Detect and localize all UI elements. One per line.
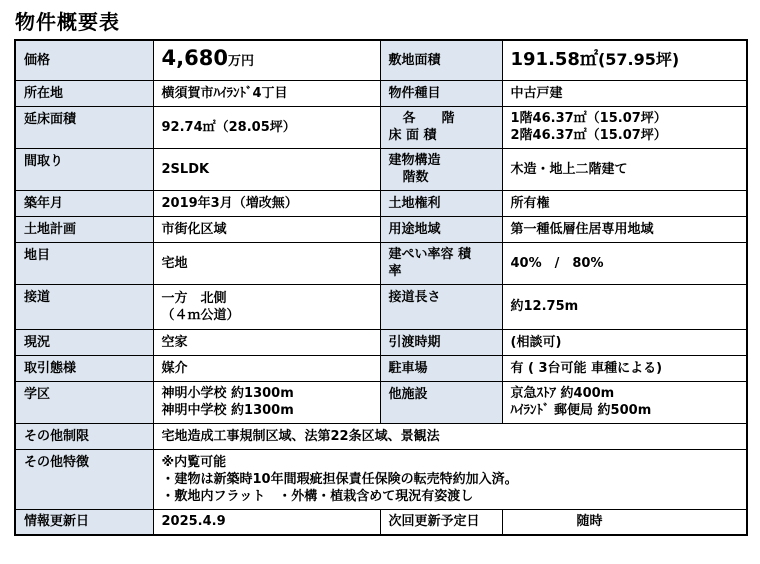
row-zoning	[15, 216, 747, 242]
location-value: 横須賀市ﾊｲﾗﾝﾄﾞ4丁目	[153, 80, 380, 106]
property-type-value: 中古戸建	[502, 80, 747, 106]
row-layout	[15, 148, 747, 190]
road-access-direction: 一方 北側	[161, 290, 227, 306]
structure-value: 木造・地上二階建て	[502, 148, 747, 190]
other-facilities-value	[502, 381, 747, 423]
current-status-value: 空家	[153, 329, 380, 355]
frontage-label: 接道長さ	[380, 284, 502, 329]
elementary-school: 神明小学校 約1300m	[161, 386, 294, 401]
road-access-type: （４ｍ公道）	[161, 307, 240, 323]
land-area-tsubo: (57.95坪)	[597, 49, 680, 69]
row-built	[15, 190, 747, 216]
other-restrictions-value: 宅地造成工事規制区域、法第22条区域、景観法	[153, 423, 747, 449]
land-area-value	[502, 40, 747, 80]
land-plan-value: 市街化区域	[153, 216, 380, 242]
facility-post-office: ﾊｲﾗﾝﾄﾞ 郵便局 約500m	[510, 403, 652, 418]
structure-label-line1: 建物構造	[388, 153, 441, 168]
land-category-value: 宅地	[153, 242, 380, 284]
other-features-label: その他特徴	[15, 449, 153, 509]
price-value	[153, 40, 380, 80]
structure-label	[380, 148, 502, 190]
road-access-value	[153, 284, 380, 329]
other-facilities-label: 他施設	[380, 381, 502, 423]
row-school	[15, 381, 747, 423]
price-unit: 万円	[227, 54, 254, 70]
handover-label: 引渡時期	[380, 329, 502, 355]
row-restrictions	[15, 423, 747, 449]
coverage-ratio-label	[380, 242, 502, 284]
per-floor-area-label	[380, 106, 502, 148]
use-district-label: 用途地域	[380, 216, 502, 242]
built-date-value: 2019年3月（増改無）	[153, 190, 380, 216]
built-date-label: 築年月	[15, 190, 153, 216]
land-rights-label: 土地権利	[380, 190, 502, 216]
total-floor-area-value: 92.74㎡（28.05坪）	[153, 106, 380, 148]
current-status-label: 現況	[15, 329, 153, 355]
feature-viewing: ※内覧可能	[161, 454, 227, 470]
first-floor-area: 1階46.37㎡（15.07坪）	[510, 111, 667, 126]
other-restrictions-label: その他制限	[15, 423, 153, 449]
structure-label-line2: 階数	[402, 170, 429, 185]
row-transaction	[15, 355, 747, 381]
frontage-value: 約12.75m	[502, 284, 747, 329]
next-update-value: 随時	[502, 509, 747, 535]
row-status	[15, 329, 747, 355]
transaction-type-label: 取引態様	[15, 355, 153, 381]
row-floor-area	[15, 106, 747, 148]
row-price	[15, 40, 747, 80]
total-floor-area-label: 延床面積	[15, 106, 153, 148]
junior-high-school: 神明中学校 約1300m	[161, 403, 294, 418]
price-amount: 4,680	[161, 46, 228, 71]
handover-value: (相談可)	[502, 329, 747, 355]
road-access-label: 接道	[15, 284, 153, 329]
page-title: 物件概要表	[15, 10, 120, 34]
land-plan-label: 土地計画	[15, 216, 153, 242]
land-rights-value: 所有権	[502, 190, 747, 216]
transaction-type-value: 媒介	[153, 355, 380, 381]
property-summary-table	[14, 39, 748, 536]
row-land-category	[15, 242, 747, 284]
per-floor-area-value	[502, 106, 747, 148]
next-update-label: 次回更新予定日	[380, 509, 502, 535]
per-floor-area-label-line1: 各 階	[402, 111, 455, 126]
parking-label: 駐車場	[380, 355, 502, 381]
row-location	[15, 80, 747, 106]
row-features	[15, 449, 747, 509]
land-area-label: 敷地面積	[380, 40, 502, 80]
floor-plan-value: 2SLDK	[153, 148, 380, 190]
coverage-ratio-label-line2: 率	[388, 264, 402, 279]
other-features-value	[153, 449, 747, 509]
info-updated-label: 情報更新日	[15, 509, 153, 535]
use-district-value: 第一種低層住居専用地域	[502, 216, 747, 242]
school-district-label: 学区	[15, 381, 153, 423]
location-label: 所在地	[15, 80, 153, 106]
second-floor-area: 2階46.37㎡（15.07坪）	[510, 128, 667, 143]
row-road	[15, 284, 747, 329]
coverage-ratio-label-line1: 建ぺい率容 積	[388, 247, 472, 262]
feature-site: ・敷地内フラット ・外構・植栽含めて現況有姿渡し	[161, 488, 474, 504]
per-floor-area-label-line2: 床 面 積	[388, 128, 437, 143]
school-district-value	[153, 381, 380, 423]
floor-plan-label: 間取り	[15, 148, 153, 190]
row-update	[15, 509, 747, 535]
land-area-sqm: 191.58㎡	[510, 48, 598, 70]
property-type-label: 物件種目	[380, 80, 502, 106]
feature-warranty: ・建物は新築時10年間瑕疵担保責任保険の転売特約加入済。	[161, 471, 518, 487]
price-label: 価格	[15, 40, 153, 80]
coverage-ratio-value: 40% / 80%	[502, 242, 747, 284]
facility-store: 京急ｽﾄｱ 約400m	[510, 386, 615, 401]
info-updated-value: 2025.4.9	[153, 509, 380, 535]
land-category-label: 地目	[15, 242, 153, 284]
parking-value: 有 ( 3台可能 車種による)	[502, 355, 747, 381]
